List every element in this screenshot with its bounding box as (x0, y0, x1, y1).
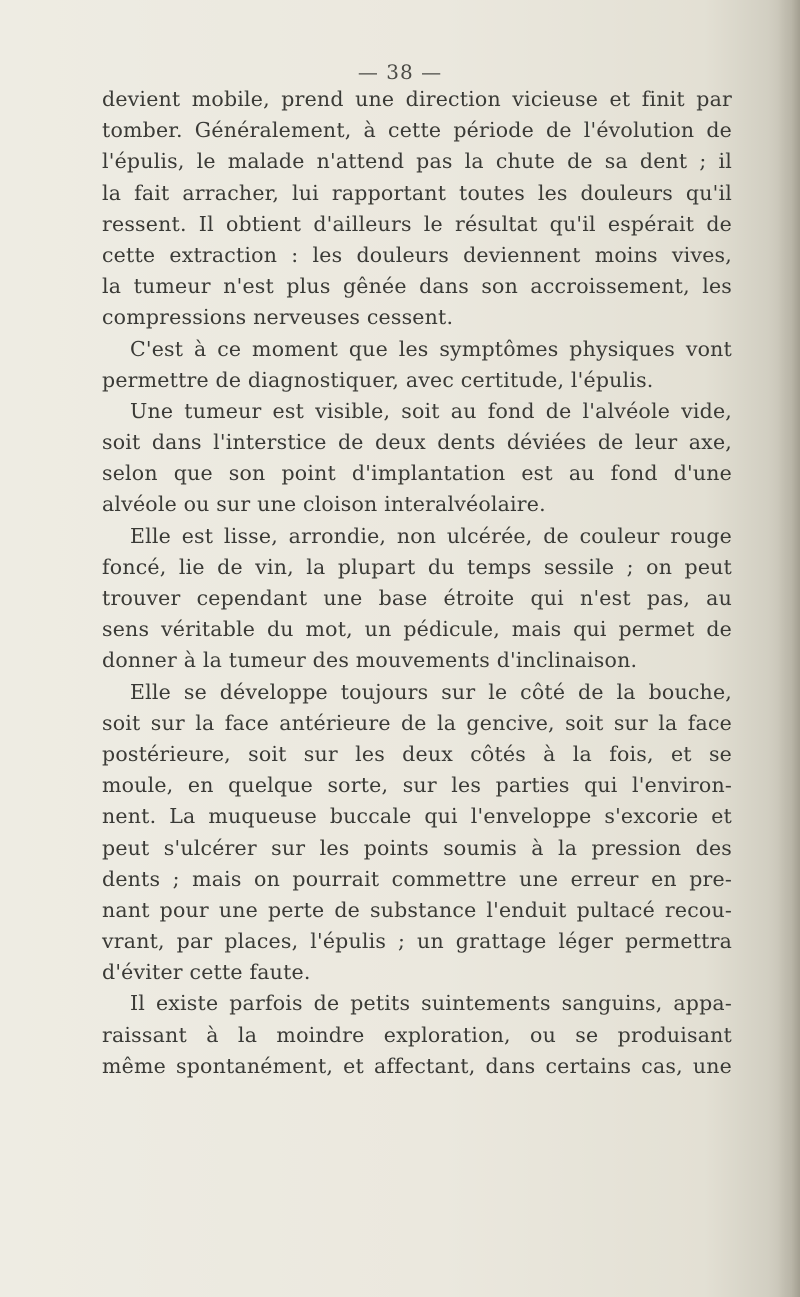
text-line: soit sur la face antérieure de la gencive, soit sur la face (102, 710, 732, 735)
text-line: soit dans l'interstice de deux dents déviées de leur axe, (102, 430, 732, 455)
text-line: l'épulis, le malade n'attend pas la chute de sa dent ; il (102, 149, 732, 174)
text-line: cette extraction : les douleurs deviennent moins vives, (102, 242, 732, 267)
text-line: raissant à la moindre exploration, ou se produisant (102, 1022, 732, 1047)
page-edge-shadow (778, 0, 800, 1297)
text-line: nant pour une perte de substance l'enduit pultacé recou- (102, 897, 732, 922)
text-line: moule, en quelque sorte, sur les parties qui l'environ- (102, 773, 732, 798)
body-text (102, 84, 732, 1082)
text-line: tomber. Généralement, à cette période de l'évolution de (102, 118, 732, 143)
text-line: selon que son point d'implantation est au fond d'une (102, 461, 732, 486)
text-line: alvéole ou sur une cloison interalvéolaire. (102, 492, 546, 517)
text-line: Il existe parfois de petits suintements sanguins, appa- (130, 991, 732, 1016)
text-line: d'éviter cette faute. (102, 960, 311, 985)
text-line: la fait arracher, lui rapportant toutes les douleurs qu'il (102, 180, 732, 205)
text-line: C'est à ce moment que les symptômes physiques vont (130, 336, 732, 361)
text-line: Elle est lisse, arrondie, non ulcérée, de couleur rouge (130, 523, 732, 548)
text-line: trouver cependant une base étroite qui n'est pas, au (102, 586, 732, 610)
text-line: la tumeur n'est plus gênée dans son accroissement, les (102, 274, 732, 299)
text-line: postérieure, soit sur les deux côtés à la fois, et se (102, 741, 732, 766)
text-line: permettre de diagnostiquer, avec certitude, l'épulis. (102, 367, 654, 392)
page-number: — 38 — (357, 60, 443, 84)
text-line: sens véritable du mot, un pédicule, mais qui permet de (102, 617, 732, 642)
text-line: donner à la tumeur des mouvements d'inclinaison. (102, 648, 638, 673)
text-line: même spontanément, et affectant, dans certains cas, une (102, 1053, 732, 1078)
text-line: Elle se développe toujours sur le côté de la bouche, (130, 679, 732, 704)
text-line: vrant, par places, l'épulis ; un grattage léger permettra (102, 929, 732, 954)
text-line: nent. La muqueuse buccale qui l'enveloppe s'excorie et (102, 804, 732, 829)
text-line: Une tumeur est visible, soit au fond de l'alvéole vide, (130, 398, 732, 423)
text-line: peut s'ulcérer sur les points soumis à la pression des (102, 835, 732, 860)
text-line: foncé, lie de vin, la plupart du temps sessile ; on peut (102, 554, 732, 579)
text-line: compressions nerveuses cessent. (102, 305, 454, 330)
text-line: dents ; mais on pourrait commettre une erreur en pre- (102, 866, 732, 891)
text-line: ressent. Il obtient d'ailleurs le résultat qu'il espérait de (102, 211, 732, 236)
text-line: devient mobile, prend une direction vicieuse et finit par (102, 87, 732, 111)
